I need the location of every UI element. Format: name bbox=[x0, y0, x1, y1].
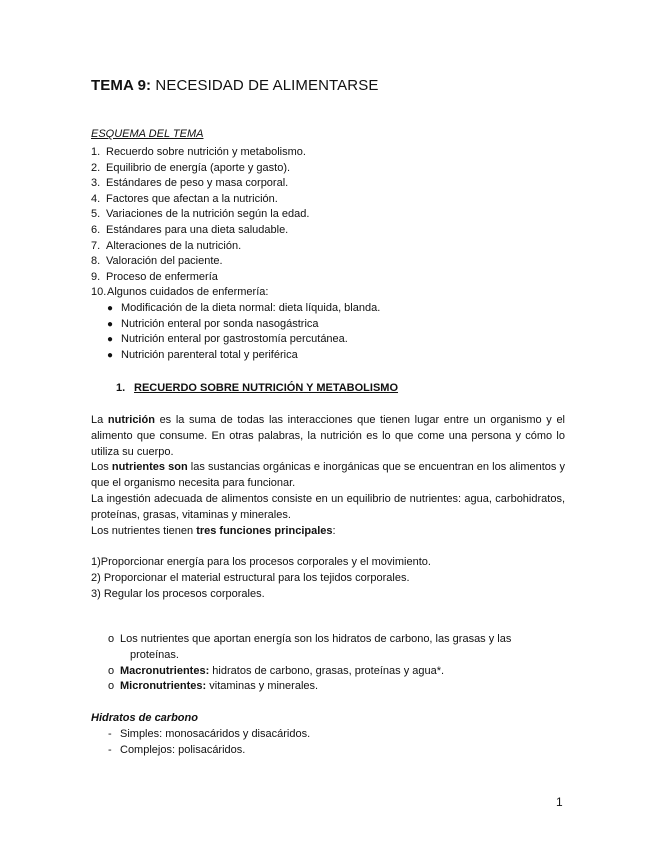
section-heading bbox=[116, 382, 398, 394]
body-text bbox=[91, 413, 565, 539]
bold-term: nutrientes son bbox=[111, 461, 188, 474]
function-item: 1)Proporcionar energía para los procesos corporales y el movimiento. bbox=[91, 556, 431, 568]
text: proteínas. bbox=[130, 648, 179, 661]
section-title: RECUERDO SOBRE NUTRICIÓN Y METABOLISMO bbox=[134, 382, 399, 394]
item-number: 8. bbox=[91, 255, 101, 268]
circle-bullet-icon: o bbox=[108, 633, 115, 645]
paragraph bbox=[91, 524, 565, 540]
item-number: 4. bbox=[91, 192, 101, 205]
item-number: 7. bbox=[91, 239, 101, 252]
page-title bbox=[91, 77, 378, 94]
list-item bbox=[108, 679, 565, 695]
outline-item bbox=[91, 145, 380, 161]
item-number: 1. bbox=[91, 146, 101, 158]
subitem-text: Nutrición enteral por sonda nasogástrica bbox=[121, 317, 319, 330]
item-text: Variaciones de la nutrición según la edad. bbox=[106, 208, 310, 221]
text: vitaminas y minerales. bbox=[206, 680, 319, 693]
bullet-icon: ● bbox=[107, 349, 114, 361]
item-number: 6. bbox=[91, 223, 101, 236]
item-text: Recuerdo sobre nutrición y metabolismo. bbox=[106, 146, 306, 158]
subitem-text: Nutrición parenteral total y periférica bbox=[121, 348, 298, 361]
text: las sustancias orgánicas e inorgánicas que se encuentran en los alimentos y que el organismo necesita para funcionar. bbox=[91, 461, 565, 490]
circle-bullet-icon: o bbox=[108, 680, 115, 693]
list-item bbox=[108, 632, 565, 664]
item-text: Valoración del paciente. bbox=[106, 255, 223, 268]
dash-bullet: - bbox=[108, 743, 112, 756]
paragraph: La ingestión adecuada de alimentos consiste en un equilibrio de nutrientes: agua, carbohidratos, proteínas, grasas, vitaminas y minerales. bbox=[91, 492, 565, 521]
text: La bbox=[91, 414, 108, 426]
carbs-list bbox=[108, 727, 310, 759]
section-number: 1. bbox=[116, 382, 126, 394]
item-number: 9. bbox=[91, 270, 101, 283]
outline-item bbox=[91, 192, 380, 208]
item-text: Factores que afectan a la nutrición. bbox=[106, 192, 278, 205]
nutrient-types-list bbox=[108, 632, 565, 695]
text: Simples: monosacáridos y disacáridos. bbox=[120, 728, 311, 740]
paragraph bbox=[91, 460, 565, 492]
paragraph bbox=[91, 413, 565, 460]
function-item: 2) Proporcionar el material estructural para los tejidos corporales. bbox=[91, 571, 410, 584]
outline-item-10 bbox=[91, 285, 380, 363]
text: Complejos: polisacáridos. bbox=[120, 743, 246, 756]
outline-heading: ESQUEMA DEL TEMA bbox=[91, 128, 204, 140]
list-item bbox=[108, 743, 310, 759]
item-number: 10. bbox=[91, 286, 107, 299]
subitem-text: Nutrición enteral por gastrostomía percutánea. bbox=[121, 333, 348, 346]
outline-item bbox=[91, 254, 380, 270]
item-number: 5. bbox=[91, 208, 101, 221]
title-bold: TEMA 9: bbox=[91, 77, 152, 94]
functions-list bbox=[91, 555, 431, 602]
function-item: 3) Regular los procesos corporales. bbox=[91, 587, 265, 600]
item-text: Equilibrio de energía (aporte y gasto). bbox=[106, 161, 291, 174]
carbs-heading: Hidratos de carbono bbox=[91, 712, 198, 724]
text: es la suma de todas las interacciones que tienen lugar entre un organismo y el alimento que consume. En otras palabras, la nutrición es lo que come una persona y cómo lo utiliza su cuerpo. bbox=[91, 414, 566, 458]
dash-bullet: - bbox=[108, 728, 112, 740]
list-item bbox=[108, 664, 565, 680]
bold-term: Macronutrientes: bbox=[120, 664, 210, 677]
bullet-icon: ● bbox=[107, 302, 114, 314]
bold-term: tres funciones principales bbox=[196, 524, 333, 537]
text: Los nutrientes que aportan energía son los hidratos de carbono, las grasas y las bbox=[120, 633, 512, 645]
text: Los bbox=[91, 461, 112, 474]
text: : bbox=[332, 524, 336, 537]
outline-item bbox=[91, 176, 380, 192]
item-number: 3. bbox=[91, 177, 101, 190]
outline-item bbox=[91, 207, 380, 223]
item-text: Estándares para una dieta saludable. bbox=[106, 223, 289, 236]
outline-subitem bbox=[107, 317, 380, 333]
bold-term: nutrición bbox=[107, 414, 155, 426]
item-text: Alteraciones de la nutrición. bbox=[106, 239, 242, 252]
title-rest: NECESIDAD DE ALIMENTARSE bbox=[151, 77, 379, 94]
item-text: Proceso de enfermería bbox=[106, 270, 218, 283]
outline-subitems bbox=[91, 301, 380, 363]
text: hidratos de carbono, grasas, proteínas y agua*. bbox=[209, 664, 445, 677]
subitem-text: Modificación de la dieta normal: dieta líquida, blanda. bbox=[121, 301, 381, 314]
item-number: 2. bbox=[91, 161, 101, 174]
outline-item bbox=[91, 239, 380, 255]
page-number: 1 bbox=[556, 795, 563, 809]
outline-item bbox=[91, 270, 380, 286]
outline-subitem bbox=[107, 301, 380, 317]
outline-list bbox=[91, 145, 380, 363]
list-item bbox=[108, 727, 310, 743]
outline-item bbox=[91, 223, 380, 239]
item-text: Estándares de peso y masa corporal. bbox=[106, 177, 289, 190]
outline-subitem bbox=[107, 332, 380, 348]
outline-subitem bbox=[107, 348, 380, 364]
bullet-icon: ● bbox=[107, 318, 114, 330]
outline-item bbox=[91, 161, 380, 177]
text: Los nutrientes tienen bbox=[91, 524, 197, 537]
bullet-icon: ● bbox=[107, 334, 114, 346]
bold-term: Micronutrientes: bbox=[120, 680, 207, 693]
item-text: Algunos cuidados de enfermería: bbox=[107, 286, 269, 299]
circle-bullet-icon: o bbox=[108, 664, 115, 677]
